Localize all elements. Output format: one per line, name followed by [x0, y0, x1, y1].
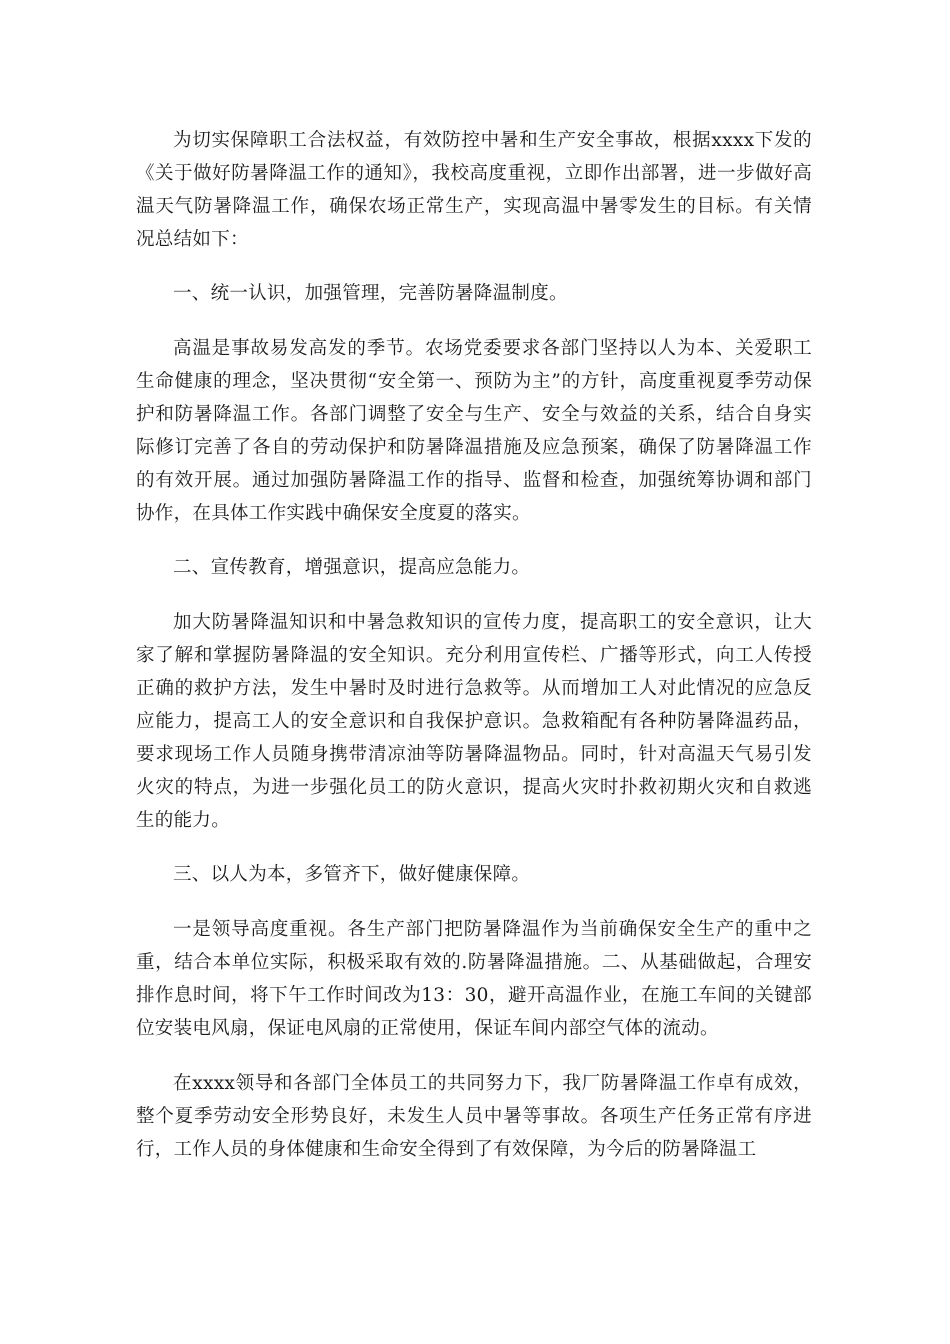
body-paragraph-3: 一是领导高度重视。各生产部门把防暑降温作为当前确保安全生产的重中之重，结合本单位实际，积极采取有效的.防暑降温措施。二、从基础做起，合理安排作息时间，将下午工作时间改为13：30，避开高温作业，在施工车间的关键部位安装电风扇，保证电风扇的正常使用，保证车间内部空气体的流动。 [136, 919, 812, 1039]
body-paragraph-1: 高温是事故易发高发的季节。农场党委要求各部门坚持以人为本、关爱职工生命健康的理念，坚决贯彻“安全第一、预防为主”的方针，高度重视夏季劳动保护和防暑降温工作。各部门调整了安全与生产、安全与效益的关系，结合自身实际修订完善了各自的劳动保护和防暑降温措施及应急预案，确保了防暑降温工作的有效开展。通过加强防暑降温工作的指导、监督和检查，加强统筹协调和部门协作，在具体工作实践中确保安全度夏的落实。 [136, 338, 812, 524]
section-heading-1: 一、统一认识，加强管理，完善防暑降温制度。 [173, 283, 568, 304]
section-heading-2: 二、宣传教育，增强意识，提高应急能力。 [173, 557, 531, 578]
intro-paragraph: 为切实保障职工合法权益，有效防控中暑和生产安全事故，根据xxxx下发的《关于做好防暑降温工作的通知》，我校高度重视，立即作出部署，进一步做好高温天气防暑降温工作，确保农场正常生产，实现高温中暑零发生的目标。有关情况总结如下： [136, 130, 812, 250]
body-paragraph-4: 在xxxx领导和各部门全体员工的共同努力下，我厂防暑降温工作卓有成效，整个夏季劳动安全形势良好，未发生人员中暑等事故。各项生产任务正常有序进行，工作人员的身体健康和生命安全得到了有效保障，为今后的防暑降温工 [136, 1073, 812, 1160]
document-page [136, 124, 812, 1166]
body-paragraph-2: 加大防暑降温知识和中暑急救知识的宣传力度，提高职工的安全意识，让大家了解和掌握防暑降温的安全知识。充分利用宣传栏、广播等形式，向工人传授正确的救护方法，发生中暑时及时进行急救等。从而增加工人对此情况的应急反应能力，提高工人的安全意识和自我保护意识。急救箱配有各种防暑降温药品，要求现场工作人员随身携带清凉油等防暑降温物品。同时，针对高温天气易引发火灾的特点，为进一步强化员工的防火意识，提高火灾时扑救初期火灾和自救逃生的能力。 [136, 612, 812, 831]
section-heading-3: 三、以人为本，多管齐下，做好健康保障。 [173, 864, 531, 885]
